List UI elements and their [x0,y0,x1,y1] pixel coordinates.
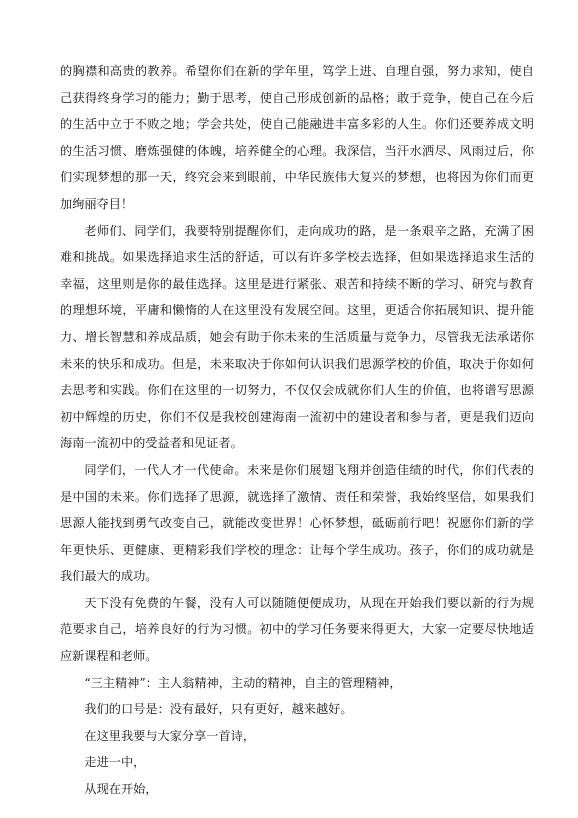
line-poem-intro: 在这里我要与大家分享一首诗， [84,728,256,743]
line-poem-1: 走进一中， [84,755,146,770]
line-slogan: 我们的口号是：没有最好，只有更好，越来越好。 [84,702,353,717]
paragraph-2: 老师们、同学们，我要特别提醒你们，走向成功的路，是一条艰辛之路，充满了困难和挑战。如果选择追求生活的舒适，可以有许多学校去选择，但如果选择追求生活的幸福，这里则是你的最佳选择。这里是进行紧张、艰苦和持续不断的学习、研究与教育的理想环境，平庸和懒惰的人在这里没有发展空间。这里，更适合你拓展知识、提升能力、增长智慧和养成品质，她会有助于你未来的生活质量与竞争力，尽管我无法承诺你未来的快乐和成功。但是，未来取决于你如何认识我们思源学校的价值，取决于你如何去思考和实践。你们在这里的一切努力，不仅仅会成就你们人生的价值，也将谱写思源初中辉煌的历史，你们不仅是我校创建海南一流初中的建设者和参与者，更是我们迈向海南一流初中的受益者和见证者。 [60,223,534,451]
line-poem-2: 从现在开始， [84,782,158,797]
paragraph-3: 同学们，一代人才一代使命。未来是你们展翅飞翔并创造佳绩的时代，你们代表的是中国的未来。你们选择了思源，就选择了激情、责任和荣誉，我始终坚信，如果我们思源人能找到勇气改变自己，就能改变世界！心怀梦想，砥砺前行吧！祝愿你们新的学年更快乐、更健康、更精彩我们学校的理念：让每个学生成功。孩子，你们的成功就是我们最大的成功。 [60,462,534,584]
paragraph-1: 的胸襟和高贵的教养。希望你们在新的学年里，笃学上进、自理自强，努力求知，使自己获得终身学习的能力；勤于思考，使自己形成创新的品格；敢于竞争，使自己在今后的生活中立于不败之地；学会共处，使自己能融进丰富多彩的人生。你们还要养成文明的生活习惯、磨炼强健的体魄，培养健全的心理。我深信，当汗水洒尽、风雨过后，你们实现梦想的那一天，终究会来到眼前，中华民族伟大复兴的梦想，也将因为你们而更加绚丽夺目！ [60,64,534,211]
paragraph-4: 天下没有免费的午餐，没有人可以随随便便成功，从现在开始我们要以新的行为规范要求自己，培养良好的行为习惯。初中的学习任务要来得更大，大家一定要尽快地适应新课程和老师。 [60,595,534,664]
line-spirit: “三主精神”：主人翁精神，主动的精神，自主的管理精神， [84,675,402,690]
